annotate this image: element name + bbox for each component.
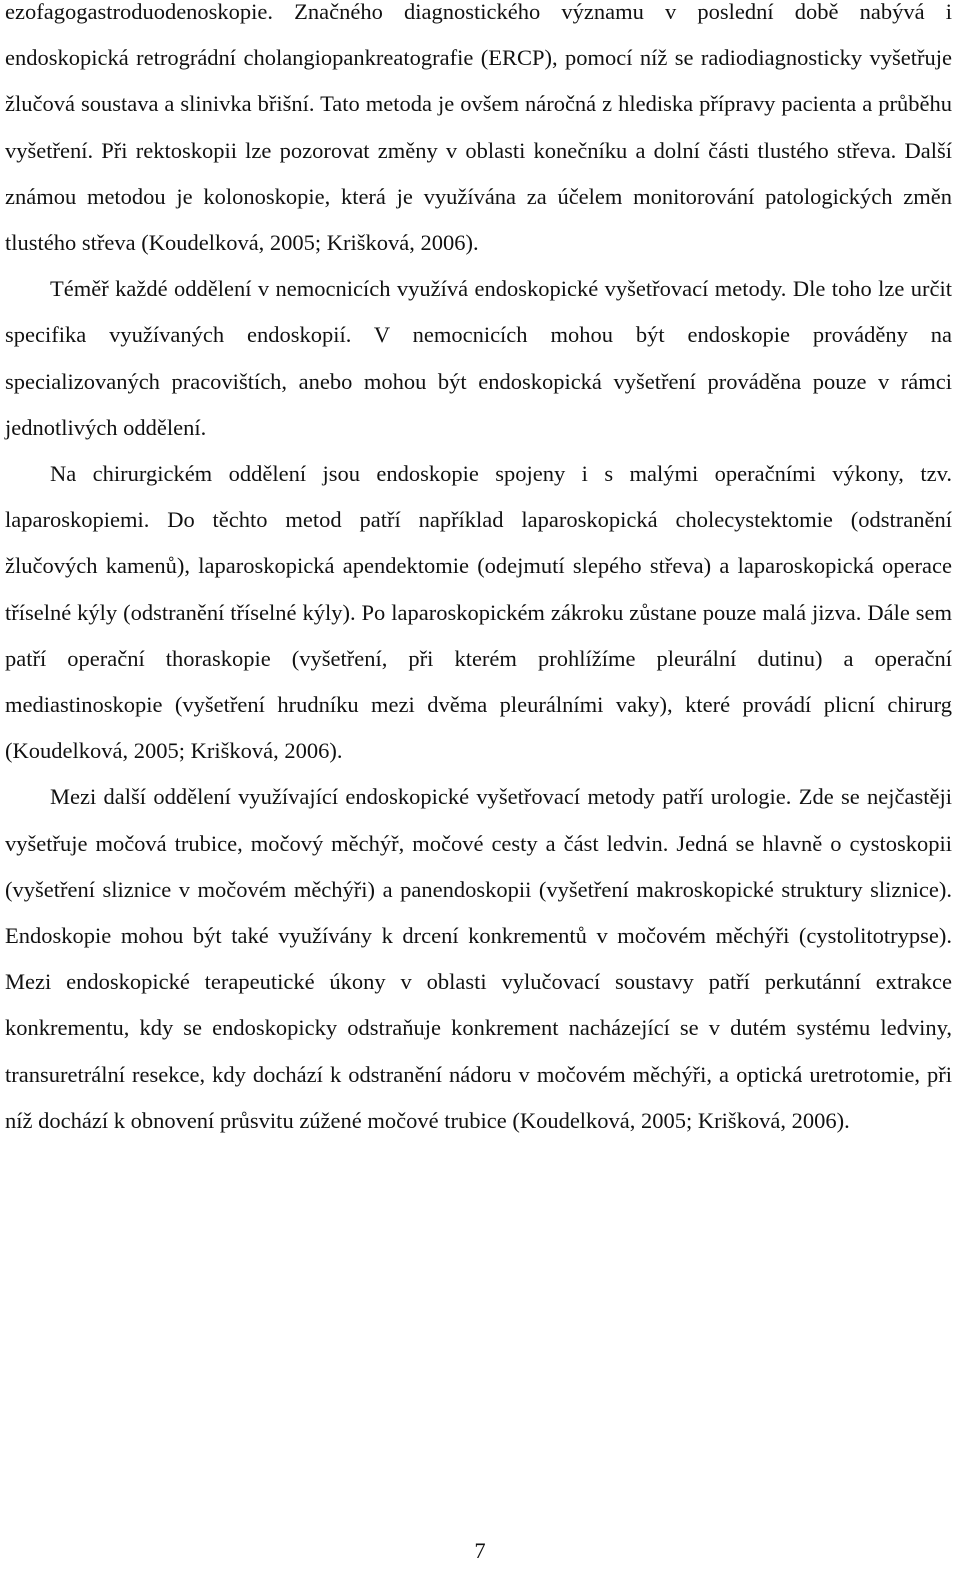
paragraph-1: ezofagogastroduodenoskopie. Značného diagnostického významu v poslední době nabývá i endoskopická retrográdní cholangiopankreatografie (ERCP), pomocí níž se radiodiagnosticky vyšetřuje žlučová soustava a slinivka břišní. Tato metoda je ovšem náročná z hlediska přípravy pacienta a průběhu vyšetření. Při rektoskopii lze pozorovat změny v oblasti konečníku a dolní části tlustého střeva. Další známou metodou je kolonoskopie, která je využívána za účelem monitorování patologických změn tlustého střeva (Koudelková, 2005; Krišková, 2006). (5, 0, 952, 256)
paragraph-4: Mezi další oddělení využívající endoskopické vyšetřovací metody patří urologie. Zde se nejčastěji vyšetřuje močová trubice, močový měchýř, močové cesty a část ledvin. Jedná se hlavně o cystoskopii (vyšetření sliznice v močovém měchýři) a panendoskopii (vyšetření makroskopické struktury sliznice). Endoskopie mohou být také využívány k drcení konkrementů v močovém měchýři (cystolitotrypse). Mezi endoskopické terapeutické úkony v oblasti vylučovací soustavy patří perkutánní extrakce konkrementu, kdy se endoskopicky odstraňuje konkrement nacházející se v dutém systému ledviny, transuretrální resekce, kdy dochází k odstranění nádoru v močovém měchýři, a optická uretrotomie, při níž dochází k obnovení průsvitu zúžené močové trubice (Koudelková, 2005; Krišková, 2006). (5, 784, 952, 1133)
page-number: 7 (474, 1538, 486, 1563)
paragraph-2: Téměř každé oddělení v nemocnicích využívá endoskopické vyšetřovací metody. Dle toho lze určit specifika využívaných endoskopií. V nemocnicích mohou být endoskopie prováděny na specializovaných pracovištích, anebo mohou být endoskopická vyšetření prováděna pouze v rámci jednotlivých oddělení. (5, 276, 952, 440)
paragraph-3: Na chirurgickém oddělení jsou endoskopie spojeny i s malými operačními výkony, tzv. laparoskopiemi. Do těchto metod patří například laparoskopická cholecystektomie (odstranění žlučových kamenů), laparoskopická apendektomie (odejmutí slepého střeva) a laparoskopická operace tříselné kýly (odstranění tříselné kýly). Po laparoskopickém zákroku zůstane pouze malá jizva. Dále sem patří operační thoraskopie (vyšetření, při kterém prohlížíme pleurální dutinu) a operační mediastinoskopie (vyšetření hrudníku mezi dvěma pleurálními vaky), které provádí plicní chirurg (Koudelková, 2005; Krišková, 2006). (5, 461, 952, 764)
body-text (5, 0, 952, 1144)
